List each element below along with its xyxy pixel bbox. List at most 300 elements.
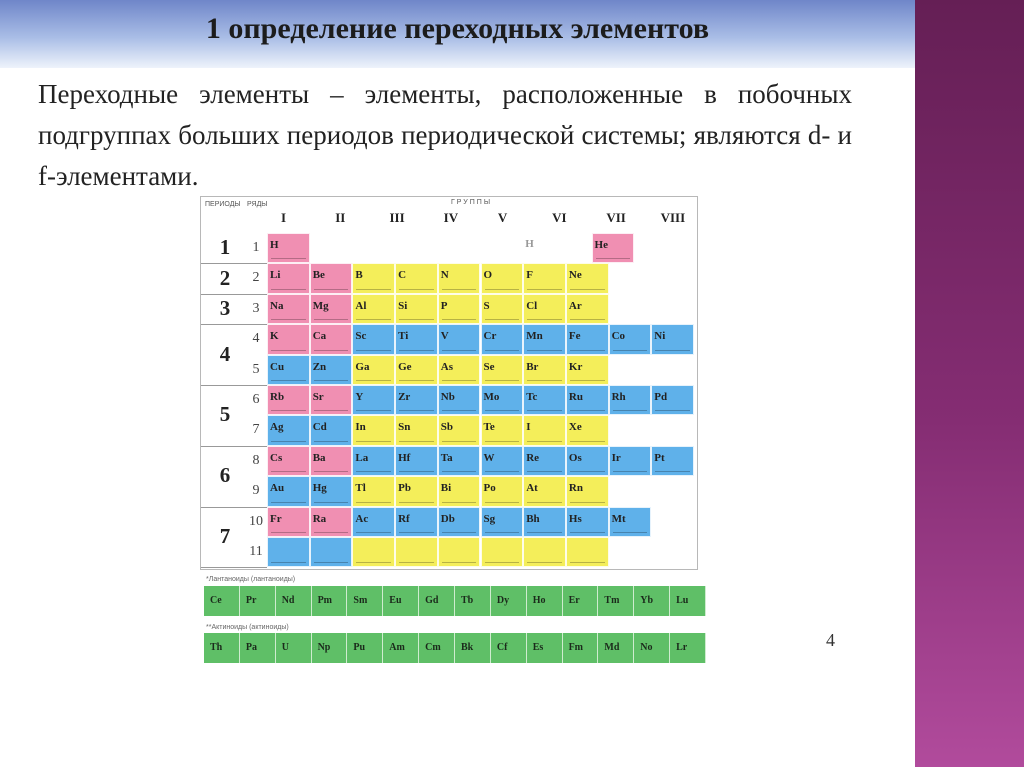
- element-cell: [481, 507, 524, 537]
- element-symbol: Am: [389, 642, 405, 653]
- element-cell: [523, 415, 566, 445]
- group-header-1: I: [281, 210, 287, 225]
- element-symbol: H: [270, 239, 279, 251]
- slide-title: 1 определение переходных элементов: [205, 12, 710, 45]
- element-cell: [438, 507, 481, 537]
- element-symbol: As: [440, 360, 454, 373]
- element-symbol: Ra: [312, 512, 327, 525]
- element-symbol: Sn: [398, 421, 411, 434]
- element-symbol: S: [483, 299, 490, 312]
- f-element-cell: [563, 633, 599, 663]
- element-detail-line: [655, 410, 690, 411]
- element-symbol: B: [355, 269, 363, 282]
- element-symbol: Hs: [568, 512, 582, 525]
- element-cell: [267, 324, 310, 354]
- element-symbol: Sb: [440, 421, 454, 434]
- period-label: 4: [219, 341, 231, 366]
- element-symbol: Fe: [568, 330, 581, 343]
- element-detail-line: [314, 441, 349, 442]
- period-label: 1: [219, 235, 231, 260]
- element-symbol: Y: [355, 391, 364, 403]
- page-number: 4: [826, 630, 835, 650]
- element-cell: [267, 537, 310, 567]
- element-detail-line: [442, 319, 477, 320]
- element-detail-line: [356, 319, 391, 320]
- row-label: 10: [249, 513, 263, 529]
- element-symbol: Tl: [355, 482, 366, 495]
- element-detail-line: [485, 532, 520, 533]
- f-element-cell: [240, 586, 276, 616]
- element-cell: [481, 385, 524, 415]
- element-symbol: Bk: [461, 642, 474, 653]
- element-detail-line: [570, 471, 605, 472]
- lanthanides-row: [204, 586, 706, 616]
- element-symbol: Zr: [398, 391, 411, 403]
- element-symbol: Dy: [496, 595, 510, 606]
- element-cell: [523, 355, 566, 385]
- element-detail-line: [527, 502, 562, 503]
- f-element-cell: [598, 633, 634, 663]
- element-cell: [481, 446, 524, 476]
- element-symbol: Ba: [312, 451, 326, 464]
- element-cell: [481, 324, 524, 354]
- f-element-cell: [347, 586, 383, 616]
- element-detail-line: [613, 471, 648, 472]
- element-symbol: Cl: [526, 299, 538, 312]
- element-symbol: Pa: [245, 642, 257, 653]
- element-cell: [352, 355, 395, 385]
- element-cell: [267, 415, 310, 445]
- element-cell: [267, 385, 310, 415]
- element-cell: [592, 233, 635, 263]
- element-symbol: Os: [568, 451, 582, 464]
- element-cell: [438, 415, 481, 445]
- f-element-cell: [563, 586, 599, 616]
- element-detail-line: [356, 410, 391, 411]
- element-cell: [651, 324, 694, 354]
- f-element-cell: [634, 633, 670, 663]
- f-element-cell: [347, 633, 383, 663]
- element-detail-line: [596, 258, 631, 259]
- element-symbol: Ac: [355, 512, 369, 525]
- f-element-cell: [455, 586, 491, 616]
- element-symbol: Hg: [312, 482, 327, 495]
- element-detail-line: [271, 319, 306, 320]
- f-element-cell: [527, 633, 563, 663]
- actinides-label: **Актиноиды (актиноиды): [206, 624, 289, 631]
- element-symbol: Lr: [676, 642, 688, 653]
- element-detail-line: [570, 410, 605, 411]
- element-cell: [438, 355, 481, 385]
- element-detail-line: [570, 289, 605, 290]
- element-symbol: I: [526, 421, 531, 434]
- period-label: 5: [219, 402, 231, 427]
- element-detail-line: [442, 471, 477, 472]
- element-symbol: Sm: [353, 595, 368, 606]
- element-symbol: He: [594, 239, 608, 251]
- row-label: 1: [252, 240, 260, 255]
- element-cell: [395, 537, 438, 567]
- element-detail-line: [442, 441, 477, 442]
- element-cell: [438, 385, 481, 415]
- element-cell: [352, 476, 395, 506]
- element-symbol: O: [483, 269, 493, 282]
- element-symbol: Ru: [568, 391, 583, 403]
- row-label: 9: [252, 483, 260, 499]
- element-cell: [481, 294, 524, 324]
- element-detail-line: [356, 380, 391, 381]
- element-cell: [310, 355, 353, 385]
- element-detail-line: [570, 562, 605, 563]
- element-cell: [481, 476, 524, 506]
- element-detail-line: [356, 289, 391, 290]
- element-cell: [609, 324, 652, 354]
- element-cell: [566, 263, 609, 293]
- element-detail-line: [356, 502, 391, 503]
- element-symbol: Ga: [355, 360, 370, 373]
- element-cell: [566, 476, 609, 506]
- element-cell: [395, 446, 438, 476]
- element-detail-line: [485, 562, 520, 563]
- element-symbol: N: [440, 269, 449, 282]
- element-symbol: Th: [210, 642, 223, 653]
- element-symbol: La: [355, 451, 369, 464]
- element-symbol: Te: [483, 421, 495, 434]
- element-detail-line: [527, 532, 562, 533]
- element-cell: [566, 446, 609, 476]
- group-header-2: II: [335, 210, 346, 225]
- period-divider: [201, 567, 267, 568]
- element-detail-line: [485, 380, 520, 381]
- element-cell: [267, 507, 310, 537]
- lanthanides-label: *Лантаноиды (лантаноиды): [206, 576, 296, 583]
- element-detail-line: [570, 380, 605, 381]
- f-element-cell: [276, 586, 312, 616]
- element-symbol: W: [483, 451, 495, 464]
- element-symbol: Cm: [425, 642, 441, 653]
- period-divider: [201, 385, 267, 386]
- row-label: 7: [252, 422, 260, 438]
- element-cell: [267, 355, 310, 385]
- element-symbol: P: [440, 299, 448, 312]
- element-detail-line: [527, 319, 562, 320]
- element-detail-line: [314, 532, 349, 533]
- element-detail-line: [527, 380, 562, 381]
- element-cell: [566, 355, 609, 385]
- element-detail-line: [570, 502, 605, 503]
- element-cell: [395, 507, 438, 537]
- element-cell: [310, 537, 353, 567]
- element-detail-line: [442, 502, 477, 503]
- group-header-3: III: [389, 210, 405, 225]
- element-cell: [609, 446, 652, 476]
- f-element-cell: [276, 633, 312, 663]
- element-symbol: Li: [270, 269, 281, 282]
- element-symbol: Er: [568, 595, 580, 606]
- element-symbol: Md: [604, 642, 620, 653]
- element-cell: [651, 385, 694, 415]
- f-element-cell: [670, 633, 706, 663]
- element-symbol: Co: [611, 330, 626, 343]
- element-detail-line: [399, 471, 434, 472]
- element-detail-line: [527, 471, 562, 472]
- element-symbol: Ho: [532, 595, 546, 606]
- element-symbol: Se: [483, 360, 495, 373]
- periodic-table-image: [200, 196, 698, 570]
- element-symbol: Fm: [568, 642, 584, 653]
- element-symbol: Zn: [312, 360, 327, 373]
- f-element-cell: [419, 586, 455, 616]
- row-label: 5: [252, 361, 260, 377]
- element-detail-line: [613, 410, 648, 411]
- element-detail-line: [271, 471, 306, 472]
- element-symbol: Mt: [611, 512, 626, 525]
- element-detail-line: [613, 350, 648, 351]
- element-symbol: Al: [355, 299, 367, 312]
- element-symbol: V: [440, 330, 449, 343]
- element-symbol: U: [281, 642, 289, 653]
- element-detail-line: [442, 289, 477, 290]
- f-element-cell: [312, 586, 348, 616]
- element-symbol: Np: [317, 642, 331, 653]
- element-cell: [395, 385, 438, 415]
- f-element-cell: [383, 633, 419, 663]
- f-element-cell: [634, 586, 670, 616]
- element-cell: [481, 355, 524, 385]
- element-cell: [267, 294, 310, 324]
- element-symbol: Tc: [526, 391, 538, 403]
- element-detail-line: [527, 441, 562, 442]
- element-detail-line: [485, 502, 520, 503]
- element-symbol: Po: [483, 482, 496, 495]
- element-cell: [566, 415, 609, 445]
- element-symbol: Ni: [654, 330, 666, 343]
- element-cell: [523, 446, 566, 476]
- element-symbol: Ta: [440, 451, 453, 464]
- element-detail-line: [314, 410, 349, 411]
- element-symbol: Db: [440, 512, 455, 525]
- element-detail-line: [356, 562, 391, 563]
- element-symbol: F: [526, 269, 533, 282]
- element-detail-line: [314, 380, 349, 381]
- f-element-cell: [419, 633, 455, 663]
- element-symbol: Si: [398, 299, 408, 312]
- element-symbol: Hf: [398, 451, 411, 464]
- element-symbol: Ir: [611, 451, 621, 464]
- element-cell: [481, 415, 524, 445]
- element-detail-line: [399, 319, 434, 320]
- period-divider: [201, 324, 267, 325]
- element-cell: [566, 324, 609, 354]
- f-element-cell: [204, 586, 240, 616]
- element-cell: [651, 446, 694, 476]
- element-detail-line: [570, 350, 605, 351]
- element-detail-line: [527, 410, 562, 411]
- element-symbol: No: [640, 642, 653, 653]
- element-detail-line: [271, 410, 306, 411]
- element-detail-line: [356, 532, 391, 533]
- element-cell: [310, 263, 353, 293]
- element-symbol: Cr: [483, 330, 497, 343]
- element-cell: [438, 446, 481, 476]
- element-cell: [352, 507, 395, 537]
- element-detail-line: [442, 380, 477, 381]
- period-label: 3: [219, 296, 231, 320]
- element-cell: [352, 385, 395, 415]
- f-element-cell: [240, 633, 276, 663]
- element-symbol: Rn: [568, 482, 583, 495]
- element-cell: [523, 385, 566, 415]
- element-cell: [566, 294, 609, 324]
- f-element-cell: [312, 633, 348, 663]
- element-cell: [310, 507, 353, 537]
- group-header-8: VIII: [660, 210, 686, 225]
- element-cell: [352, 537, 395, 567]
- element-symbol: Sc: [355, 330, 367, 343]
- row-label: 6: [252, 392, 260, 407]
- element-cell: [310, 415, 353, 445]
- element-detail-line: [399, 502, 434, 503]
- element-symbol: Na: [270, 299, 284, 312]
- period-label: 7: [219, 524, 231, 548]
- f-element-cell: [527, 586, 563, 616]
- actinides-row: [204, 633, 706, 663]
- element-cell: [523, 537, 566, 567]
- row-label: 2: [252, 270, 260, 286]
- element-cell: [523, 476, 566, 506]
- element-detail-line: [271, 441, 306, 442]
- f-element-cell: [455, 633, 491, 663]
- element-detail-line: [271, 350, 306, 351]
- f-element-cell: [491, 633, 527, 663]
- element-symbol: Tb: [461, 595, 474, 606]
- element-cell: [352, 446, 395, 476]
- element-detail-line: [271, 380, 306, 381]
- element-cell: [523, 324, 566, 354]
- element-symbol: Bi: [440, 482, 452, 495]
- element-cell: [310, 324, 353, 354]
- element-detail-line: [314, 319, 349, 320]
- element-symbol: Pr: [245, 595, 257, 606]
- period-label: 6: [219, 463, 231, 488]
- element-cell: [481, 537, 524, 567]
- decorative-side-panel: [915, 0, 1024, 767]
- group-header-7: VII: [606, 210, 626, 225]
- periods-header: ПЕРИОДЫ: [205, 201, 241, 208]
- element-cell: [609, 385, 652, 415]
- element-symbol: Be: [312, 269, 325, 282]
- element-cell: [438, 476, 481, 506]
- f-element-cell: [598, 586, 634, 616]
- element-symbol: At: [526, 482, 538, 495]
- element-cell: [438, 263, 481, 293]
- element-cell: [310, 476, 353, 506]
- element-symbol: Pu: [353, 642, 366, 653]
- element-symbol: Sg: [483, 512, 496, 525]
- element-detail-line: [271, 289, 306, 290]
- element-symbol: C: [398, 269, 407, 282]
- element-cell: [352, 263, 395, 293]
- element-symbol: In: [355, 421, 366, 434]
- element-symbol: Kr: [568, 360, 583, 373]
- element-cell: [267, 263, 310, 293]
- element-symbol: Fr: [270, 512, 282, 525]
- element-cell: [438, 294, 481, 324]
- element-symbol: Gd: [425, 595, 439, 606]
- element-symbol: Cd: [312, 421, 327, 434]
- row-label: 11: [249, 544, 263, 559]
- f-element-cell: [670, 586, 706, 616]
- element-symbol: Ge: [398, 360, 412, 373]
- element-detail-line: [485, 441, 520, 442]
- element-cell: [310, 446, 353, 476]
- element-detail-line: [399, 289, 434, 290]
- element-symbol: Ag: [270, 421, 284, 434]
- period-label: 2: [219, 265, 231, 290]
- element-detail-line: [570, 532, 605, 533]
- element-detail-line: [314, 471, 349, 472]
- element-symbol: Yb: [640, 595, 654, 606]
- f-element-cell: [383, 586, 419, 616]
- element-detail-line: [485, 289, 520, 290]
- element-detail-line: [314, 350, 349, 351]
- element-symbol: Mg: [312, 299, 329, 312]
- element-detail-line: [271, 532, 306, 533]
- group-header-4: IV: [443, 210, 459, 225]
- element-symbol: Pm: [317, 595, 333, 606]
- element-cell: [395, 476, 438, 506]
- row-label: 3: [252, 300, 260, 316]
- element-detail-line: [613, 532, 648, 533]
- element-cell: [438, 324, 481, 354]
- period-divider: [201, 294, 267, 295]
- element-symbol: H: [525, 238, 534, 250]
- element-symbol: Pb: [398, 482, 411, 495]
- element-detail-line: [356, 441, 391, 442]
- element-detail-line: [314, 502, 349, 503]
- element-cell: [566, 507, 609, 537]
- element-symbol: Ne: [568, 269, 582, 282]
- period-divider: [201, 507, 267, 508]
- rows-header: РЯДЫ: [247, 201, 268, 208]
- element-detail-line: [527, 289, 562, 290]
- element-cell: [395, 355, 438, 385]
- element-cell: [523, 263, 566, 293]
- element-detail-line: [442, 410, 477, 411]
- element-detail-line: [485, 410, 520, 411]
- element-detail-line: [356, 471, 391, 472]
- element-symbol: Bh: [526, 512, 540, 525]
- element-detail-line: [314, 562, 349, 563]
- group-header-6: VI: [552, 210, 567, 225]
- element-detail-line: [570, 441, 605, 442]
- period-divider: [201, 263, 267, 264]
- element-cell: [352, 324, 395, 354]
- group-header-5: V: [497, 210, 508, 225]
- element-detail-line: [442, 562, 477, 563]
- element-detail-line: [485, 350, 520, 351]
- element-symbol: Re: [526, 451, 540, 464]
- element-symbol: Tm: [604, 595, 620, 606]
- element-symbol: Mn: [526, 330, 543, 343]
- element-cell: [352, 294, 395, 324]
- element-cell: [523, 507, 566, 537]
- element-detail-line: [655, 350, 690, 351]
- row-label: 4: [252, 331, 260, 347]
- element-cell: [481, 263, 524, 293]
- element-detail-line: [399, 350, 434, 351]
- element-cell: [566, 385, 609, 415]
